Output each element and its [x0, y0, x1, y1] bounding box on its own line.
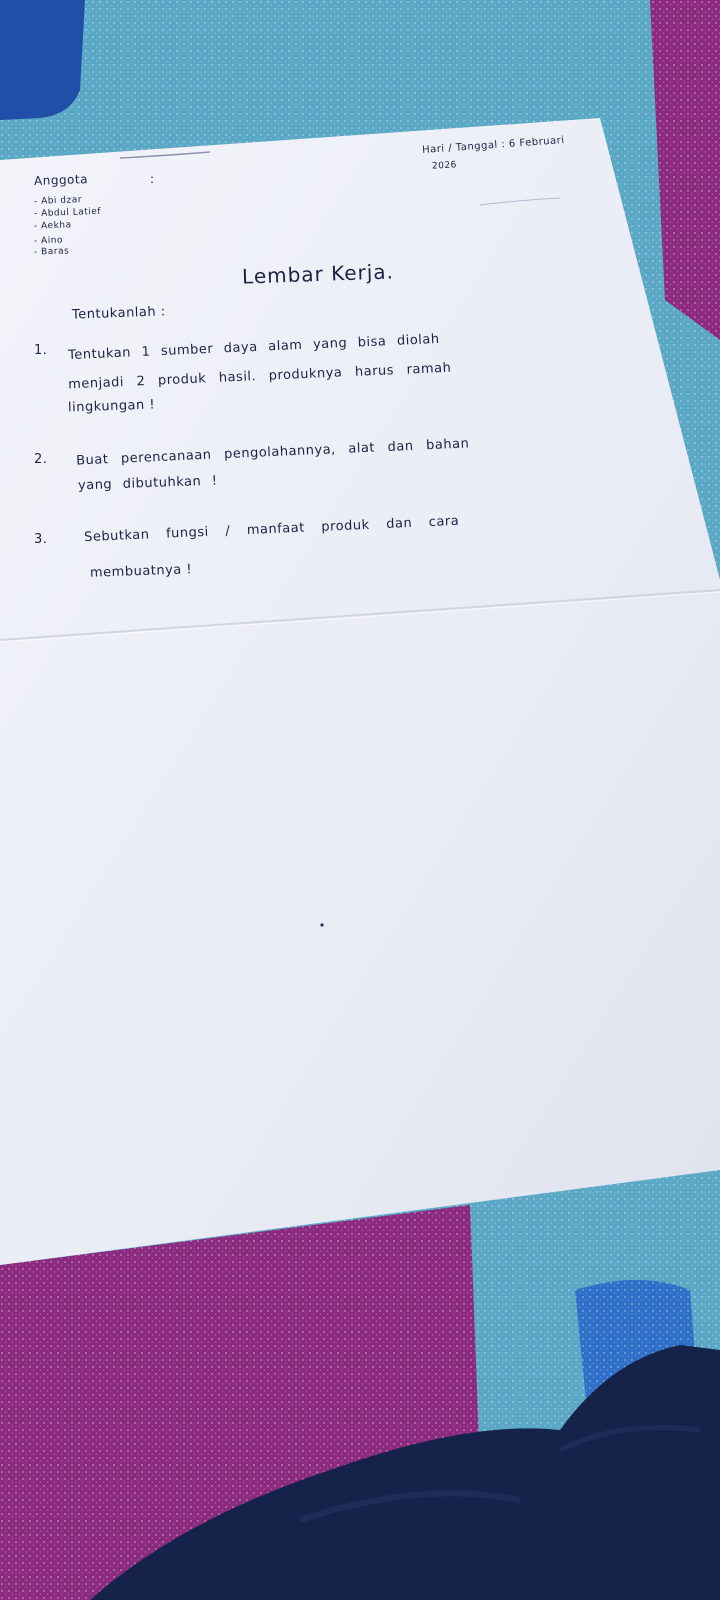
- member-name: - Aekha: [33, 220, 72, 232]
- item-line: yang dibutuhkan !: [77, 473, 218, 494]
- item-line: Buat perencanaan pengolahannya, alat dan bahan: [75, 436, 470, 469]
- worksheet-title: Lembar Kerja.: [241, 259, 395, 289]
- member-name: - Baras: [33, 246, 70, 258]
- item-line: menjadi 2 produk hasil. produknya harus ramah: [67, 360, 452, 393]
- header-year: 2026: [431, 160, 458, 172]
- members-colon: :: [150, 172, 155, 186]
- member-name: - Aino: [33, 235, 64, 247]
- member-name: - Abdul Latief: [33, 206, 102, 220]
- blue-mat-patch: [0, 0, 85, 120]
- item-number: 3.: [34, 532, 48, 547]
- item-number: 1.: [34, 343, 48, 358]
- header-date: Hari / Tanggal : 6 Februari: [421, 135, 565, 156]
- members-label: Anggota: [33, 172, 89, 188]
- item-line: membuatnya !: [89, 562, 193, 581]
- item-number: 2.: [34, 452, 48, 467]
- item-line: lingkungan !: [67, 397, 156, 416]
- item-line: Sebutkan fungsi / manfaat produk dan cara: [83, 513, 460, 546]
- paper-sheet: [0, 118, 720, 1265]
- member-name: - Abi dzar: [33, 195, 83, 207]
- item-line: Tentukan 1 sumber daya alam yang bisa diolah: [67, 331, 440, 364]
- instruction-text: Tentukanlah :: [71, 304, 166, 323]
